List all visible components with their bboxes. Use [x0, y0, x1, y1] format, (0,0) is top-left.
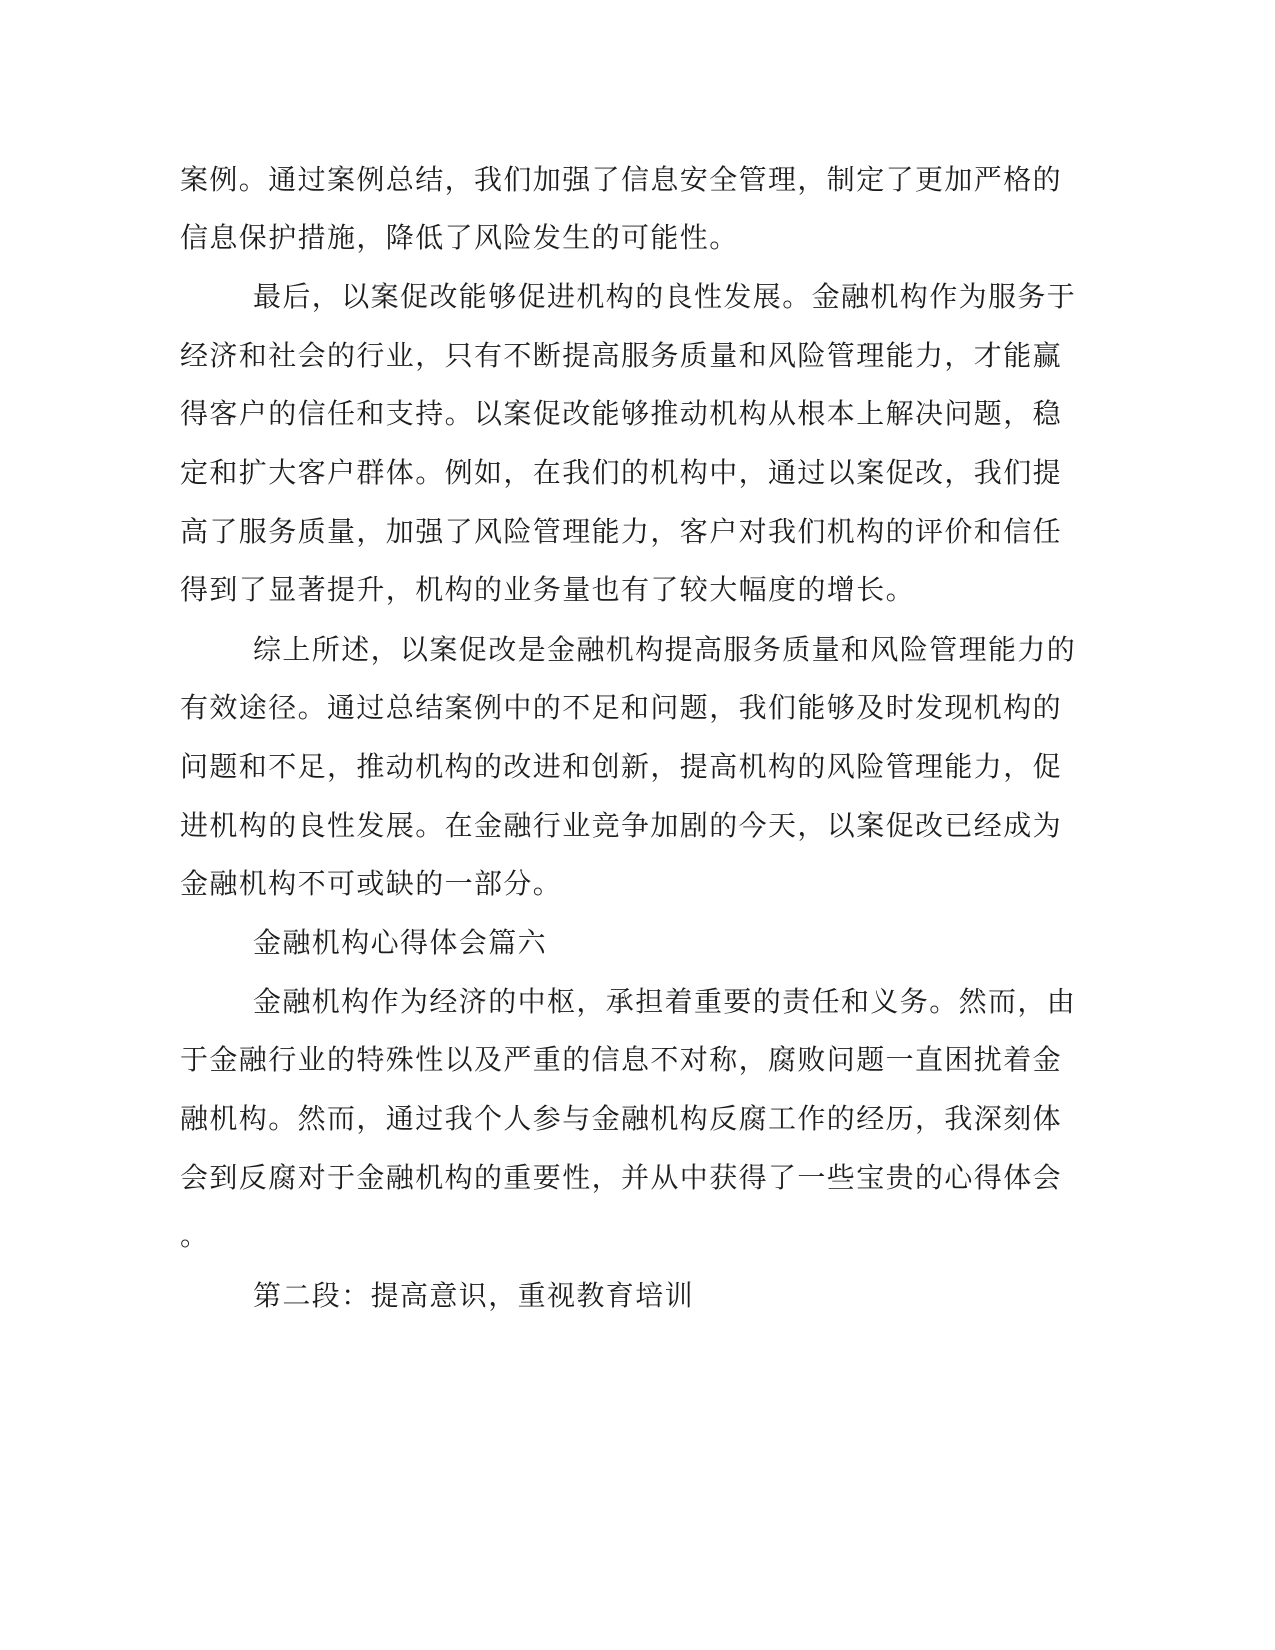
paragraph-line: 。	[180, 1219, 210, 1252]
paragraph-line: 得客户的信任和支持。以案促改能够推动机构从根本上解决问题，稳	[180, 397, 1063, 430]
paragraph-line: 案例。通过案例总结，我们加强了信息安全管理，制定了更加严格的	[180, 163, 1063, 196]
paragraph-line: 经济和社会的行业，只有不断提高服务质量和风险管理能力，才能赢	[180, 339, 1063, 372]
paragraph-line: 金融机构不可或缺的一部分。	[180, 867, 563, 900]
paragraph-line: 问题和不足，推动机构的改进和创新，提高机构的风险管理能力，促	[180, 750, 1063, 783]
paragraph-line: 于金融行业的特殊性以及严重的信息不对称，腐败问题一直困扰着金	[180, 1043, 1063, 1076]
paragraph-line: 融机构。然而，通过我个人参与金融机构反腐工作的经历，我深刻体	[180, 1102, 1063, 1135]
paragraph-line: 信息保护措施，降低了风险发生的可能性。	[180, 221, 739, 254]
section-heading: 第二段：提高意识，重视教育培训	[253, 1279, 695, 1312]
paragraph-line: 定和扩大客户群体。例如，在我们的机构中，通过以案促改，我们提	[180, 456, 1063, 489]
paragraph-line: 会到反腐对于金融机构的重要性，并从中获得了一些宝贵的心得体会	[180, 1161, 1063, 1194]
paragraph-line: 综上所述，以案促改是金融机构提高服务质量和风险管理能力的	[253, 633, 1077, 666]
paragraph-line: 金融机构作为经济的中枢，承担着重要的责任和义务。然而，由	[253, 985, 1077, 1018]
paragraph-line: 进机构的良性发展。在金融行业竞争加剧的今天，以案促改已经成为	[180, 809, 1063, 842]
paragraph-line: 高了服务质量，加强了风险管理能力，客户对我们机构的评价和信任	[180, 515, 1063, 548]
section-heading: 金融机构心得体会篇六	[253, 926, 548, 959]
paragraph-line: 有效途径。通过总结案例中的不足和问题，我们能够及时发现机构的	[180, 691, 1063, 724]
paragraph-line: 得到了显著提升，机构的业务量也有了较大幅度的增长。	[180, 573, 916, 606]
paragraph-line: 最后，以案促改能够促进机构的良性发展。金融机构作为服务于	[253, 280, 1077, 313]
